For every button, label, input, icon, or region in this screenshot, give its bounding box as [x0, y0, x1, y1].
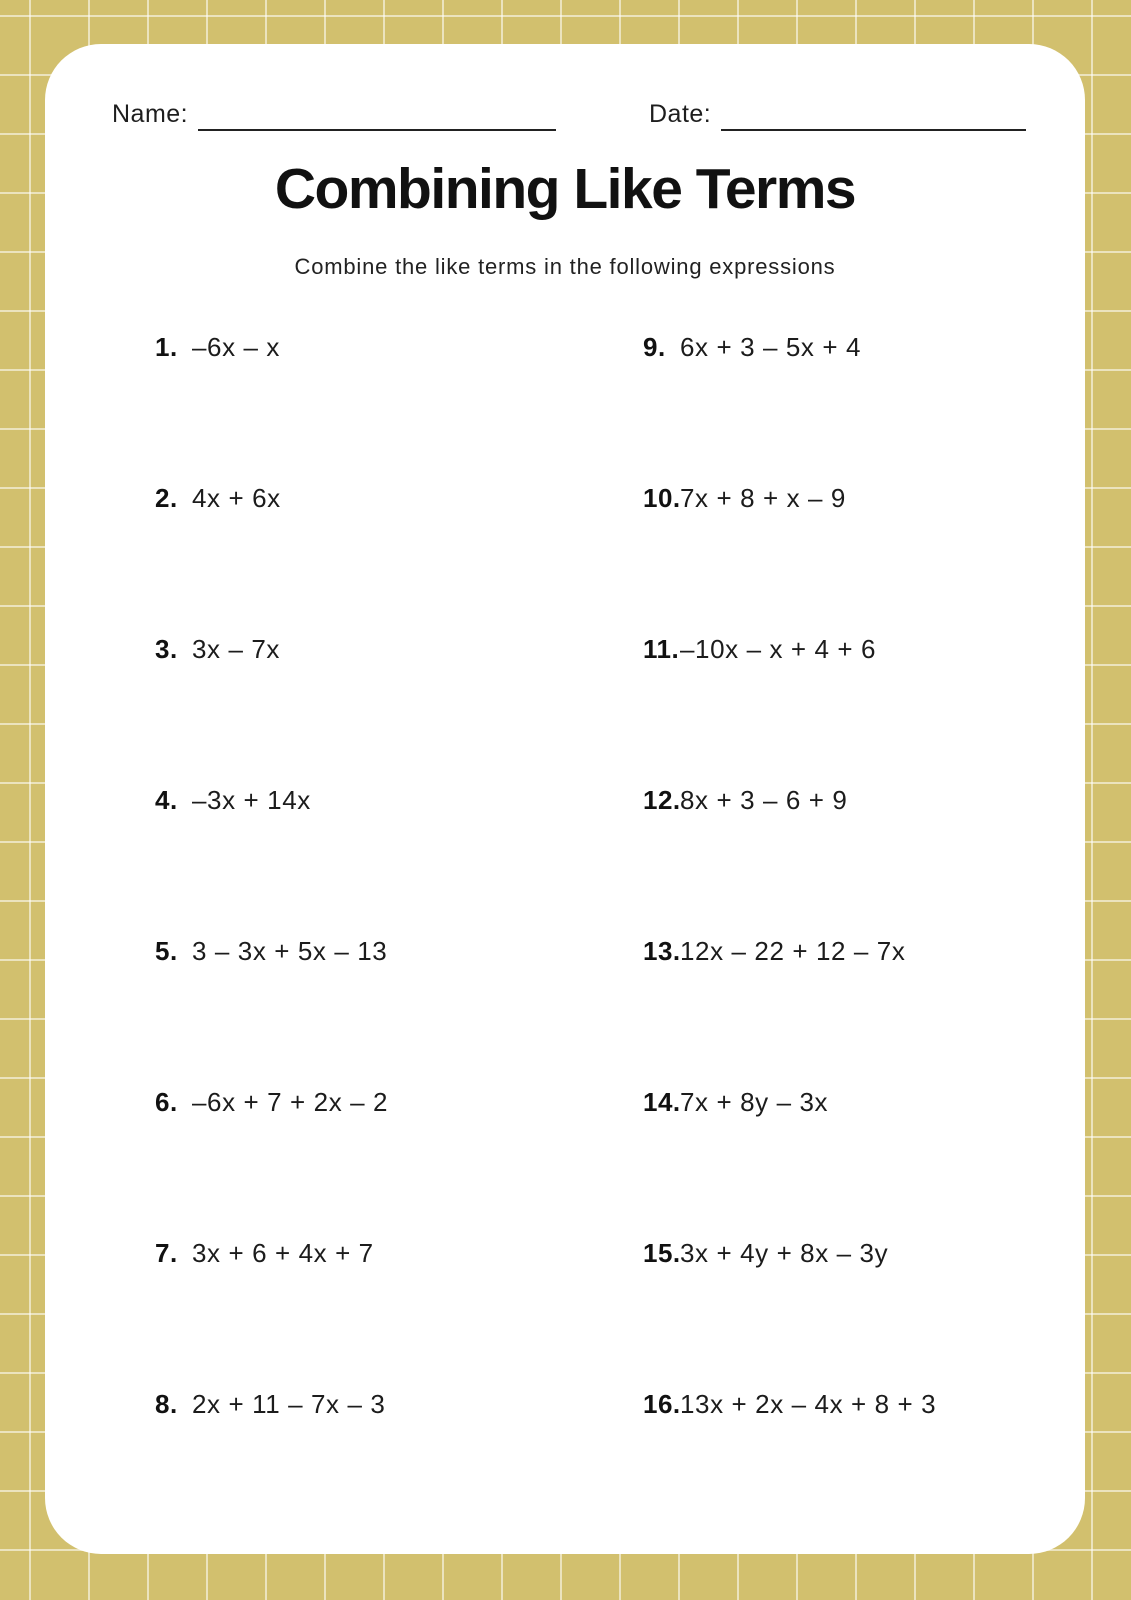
problem-row [643, 936, 1113, 1087]
problem-row [155, 1087, 625, 1238]
name-field [112, 100, 556, 131]
problem-expression: 13x + 2x – 4x + 8 + 3 [680, 1389, 937, 1419]
problem-expression: 7x + 8 + x – 9 [680, 483, 846, 513]
problem-number: 16. [643, 1389, 681, 1419]
problem-expression: –10x – x + 4 + 6 [680, 634, 877, 664]
name-label: Name: [112, 100, 189, 128]
problem-row [155, 332, 625, 483]
problem-row [643, 483, 1113, 634]
problem-expression: –6x + 7 + 2x – 2 [192, 1087, 389, 1117]
date-field [649, 100, 1026, 131]
name-blank-line [198, 101, 556, 131]
problem-number: 9. [643, 332, 666, 362]
problem-expression: 3x + 6 + 4x + 7 [192, 1238, 374, 1268]
problem-expression: 3x – 7x [192, 634, 281, 664]
page-title: Combining Like Terms [274, 157, 856, 221]
problem-expression: 12x – 22 + 12 – 7x [680, 936, 906, 966]
problem-number: 4. [155, 785, 178, 815]
problem-row [643, 634, 1113, 785]
worksheet-card [45, 44, 1085, 1554]
problem-row [643, 1238, 1113, 1389]
problem-number: 6. [155, 1087, 178, 1117]
problem-expression: –3x + 14x [192, 785, 311, 815]
problem-expression: 4x + 6x [192, 483, 281, 513]
problem-number: 12. [643, 785, 681, 815]
date-blank-line [721, 101, 1026, 131]
problem-row [643, 785, 1113, 936]
problem-expression: 6x + 3 – 5x + 4 [680, 332, 862, 362]
problem-number: 15. [643, 1238, 681, 1268]
problem-number: 5. [155, 936, 178, 966]
problem-number: 3. [155, 634, 178, 664]
problem-number: 13. [643, 936, 681, 966]
problem-number: 14. [643, 1087, 681, 1117]
problem-row [643, 1087, 1113, 1238]
problem-row [155, 634, 625, 785]
problem-row [643, 332, 1113, 483]
problems-column-left [155, 332, 625, 1540]
problem-expression: 3x + 4y + 8x – 3y [680, 1238, 889, 1268]
problem-number: 7. [155, 1238, 178, 1268]
page-subtitle: Combine the like terms in the following expressions [294, 254, 836, 279]
problem-number: 2. [155, 483, 178, 513]
date-label: Date: [649, 100, 712, 128]
problem-row [155, 936, 625, 1087]
problem-expression: 8x + 3 – 6 + 9 [680, 785, 848, 815]
problem-row [155, 1389, 625, 1540]
problem-expression: 3 – 3x + 5x – 13 [192, 936, 388, 966]
problem-number: 8. [155, 1389, 178, 1419]
problems-column-right [643, 332, 1113, 1540]
problem-number: 11. [643, 634, 680, 664]
problem-row [155, 483, 625, 634]
problem-expression: 2x + 11 – 7x – 3 [192, 1389, 386, 1419]
problem-number: 1. [155, 332, 178, 362]
problem-expression: –6x – x [192, 332, 281, 362]
problem-number: 10. [643, 483, 681, 513]
problem-expression: 7x + 8y – 3x [680, 1087, 829, 1117]
problem-row [155, 785, 625, 936]
problem-row [155, 1238, 625, 1389]
problem-row [643, 1389, 1113, 1540]
header-row [45, 100, 1085, 134]
